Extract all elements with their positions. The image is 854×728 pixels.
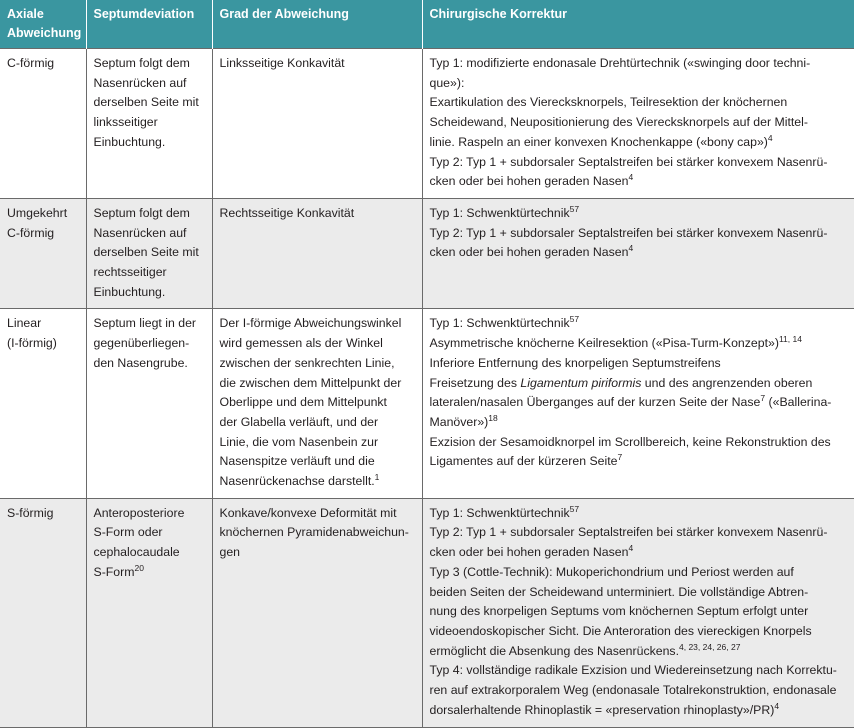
reference-superscript: 57 [569, 503, 580, 514]
correction-line [430, 393, 849, 413]
correction-text: cken oder bei hohen geraden Nasen [429, 174, 629, 189]
cell-line [94, 54, 206, 74]
cell-line-text: rechtsseitiger [93, 265, 167, 280]
cell-line-text: S-Form [93, 564, 135, 579]
cell-line [94, 204, 206, 224]
correction-text: que»): [429, 75, 465, 90]
deviation-cell [86, 198, 212, 309]
cell-line [94, 334, 206, 354]
correction-text: ermöglicht die Absenkung des Nasenrückens. [429, 643, 679, 658]
correction-line [430, 583, 849, 603]
correction-line [430, 523, 849, 543]
cell-line-text: Umgekehrt [7, 205, 68, 220]
correction-text: Asymmetrische knöcherne Keilresektion («Pisa-Turm-Konzept») [429, 336, 779, 351]
correction-line [430, 433, 849, 453]
table-header-row [0, 0, 854, 49]
correction-text: Typ 4: vollständige radikale Exzision und Wiedereinsetzung nach Korrektu- [429, 663, 837, 678]
cell-line-text: linksseitiger [93, 115, 158, 130]
deviation-cell [86, 309, 212, 498]
reference-superscript: 1 [374, 472, 380, 483]
reference-superscript: 4 [767, 132, 773, 143]
cell-line-text: (I-förmig) [7, 336, 57, 351]
cell-line-text: Konkave/konvexe Deformität mit [219, 505, 397, 520]
cell-line [7, 54, 80, 74]
cell-line-text: der Glabella verläuft, und der [219, 414, 379, 429]
correction-line [430, 172, 849, 192]
axial-cell [0, 198, 86, 309]
cell-line-text: derselben Seite mit [93, 245, 199, 260]
cell-line-text: Linear [7, 316, 42, 331]
cell-line-text: knöchernen Pyramidenabweichun- [219, 525, 409, 540]
cell-line-text: Linksseitige Konkavität [219, 56, 345, 70]
correction-text-continued: und des angrenzenden oberen [641, 375, 813, 390]
correction-line [430, 54, 849, 74]
cell-line [94, 523, 206, 543]
cell-line [94, 113, 206, 133]
cell-line-text: Nasenrücken auf [93, 225, 187, 240]
cell-line-text: Nasenrücken auf [93, 75, 187, 90]
correction-line [430, 153, 849, 173]
cell-line [220, 523, 416, 543]
correction-line [430, 334, 849, 354]
cell-line [220, 204, 416, 224]
reference-superscript: 4 [628, 243, 634, 254]
cell-line [94, 314, 206, 334]
correction-line [430, 224, 849, 244]
correction-text: Typ 1: Schwenktürtechnik [429, 205, 570, 220]
cell-line [220, 452, 416, 472]
header-degree: Grad der Abweichung [212, 0, 422, 49]
cell-line [220, 504, 416, 524]
cell-line [94, 74, 206, 94]
correction-line [430, 563, 849, 583]
cell-line-text: gegenüberliegen- [93, 336, 190, 351]
correction-line [430, 602, 849, 622]
cell-line-text: Nasenrückenachse darstellt. [219, 474, 375, 489]
header-septum-deviation: Septumdeviation [86, 0, 212, 49]
reference-superscript: 11, 14 [778, 334, 802, 345]
table-row [0, 309, 854, 498]
correction-text: Exzision der Sesamoidknorpel im Scrollbereich, keine Rekonstruktion des [429, 434, 831, 449]
correction-text: Scheidewand, Neupositionierung des Vierecksknorpels auf der Mittel- [429, 115, 808, 130]
reference-superscript: 7 [617, 452, 623, 463]
correction-text: Typ 2: Typ 1 + subdorsaler Septalstreifen bei stärker konvexem Nasenrü- [429, 225, 828, 240]
correction-text: Typ 1: Schwenktürtechnik [429, 316, 570, 331]
correction-text: Inferiore Entfernung des knorpeligen Septumstreifens [429, 355, 721, 370]
correction-line [430, 504, 849, 524]
axial-cell [0, 498, 86, 727]
cell-line-text: C-förmig [7, 56, 55, 70]
correction-line [430, 113, 849, 133]
header-axial-deviation [0, 0, 86, 49]
cell-line-text: Septum folgt dem [93, 205, 190, 220]
cell-line [94, 133, 206, 153]
cell-line [94, 263, 206, 283]
table-row [0, 198, 854, 309]
cell-line [220, 374, 416, 394]
deviation-cell [86, 498, 212, 727]
reference-superscript: 4, 23, 24, 26, 27 [679, 641, 741, 652]
cell-line-text: S-förmig [7, 505, 54, 520]
cell-line [220, 433, 416, 453]
cell-line-text: Rechtsseitige Konkavität [219, 205, 355, 220]
correction-text: cken oder bei hohen geraden Nasen [429, 245, 629, 260]
correction-text: lateralen/nasalen Überganges auf der kurzen Seite der Nase [429, 395, 761, 410]
correction-text: Manöver») [429, 414, 489, 429]
correction-line [430, 642, 849, 662]
correction-line [430, 93, 849, 113]
correction-text: Typ 2: Typ 1 + subdorsaler Septalstreifen bei stärker konvexem Nasenrü- [429, 525, 828, 540]
correction-line [430, 204, 849, 224]
italic-term: Ligamentum piriformis [520, 375, 642, 390]
correction-text: Ligamentes auf der kürzeren Seite [429, 454, 618, 469]
cell-line [94, 224, 206, 244]
correction-line [430, 661, 849, 681]
correction-line [430, 354, 849, 374]
cell-line-text: wird gemessen als der Winkel [219, 336, 383, 351]
cell-line-text: cephalocaudale [93, 545, 180, 560]
correction-line [430, 622, 849, 642]
correction-cell [422, 498, 854, 727]
correction-cell [422, 309, 854, 498]
cell-line [7, 334, 80, 354]
correction-text: videoendoskopischer Sicht. Die Anteroration des viereckigen Knorpels [429, 623, 812, 638]
cell-line-text: Einbuchtung. [93, 134, 166, 149]
cell-line [220, 354, 416, 374]
reference-superscript: 57 [569, 314, 580, 325]
correction-line [430, 243, 849, 263]
cell-line-text: C-förmig [7, 225, 55, 240]
cell-line-text: zwischen der senkrechten Linie, [219, 355, 395, 370]
axial-cell [0, 309, 86, 498]
reference-superscript: 20 [134, 562, 144, 573]
reference-superscript: 4 [628, 543, 634, 554]
cell-line-text: Einbuchtung. [93, 284, 166, 299]
cell-line-text: Septum folgt dem [93, 56, 190, 70]
cell-line [220, 54, 416, 74]
correction-text: Typ 1: Schwenktürtechnik [429, 505, 570, 520]
header-correction: Chirurgische Korrektur [422, 0, 854, 49]
cell-line [220, 413, 416, 433]
correction-line [430, 681, 849, 701]
correction-line [430, 374, 849, 394]
correction-text: linie. Raspeln an einer konvexen Knochenkappe («bony cap») [429, 134, 768, 149]
correction-text-continued: («Ballerina- [765, 395, 832, 410]
degree-cell [212, 49, 422, 199]
table-row [0, 49, 854, 199]
cell-line-text: den Nasengrube. [93, 355, 188, 370]
correction-text: ren auf extrakorporalem Weg (endonasale Totalrekonstruktion, endonasale [429, 683, 837, 698]
reference-superscript: 18 [488, 412, 498, 423]
cell-line-text: die zwischen dem Mittelpunkt der [219, 375, 402, 390]
cell-line-text: gen [219, 545, 241, 560]
correction-text: Freisetzung des [429, 375, 521, 390]
cell-line [7, 314, 80, 334]
correction-line [430, 701, 849, 721]
cell-line [94, 543, 206, 563]
cell-line-text: Oberlippe und dem Mittelpunkt [219, 395, 387, 410]
cell-line [94, 563, 206, 583]
cell-line [220, 393, 416, 413]
cell-line [94, 504, 206, 524]
cell-line-text: Septum liegt in der [93, 316, 197, 331]
cell-line [7, 504, 80, 524]
degree-cell [212, 498, 422, 727]
correction-line [430, 543, 849, 563]
cell-line [7, 224, 80, 244]
correction-line [430, 74, 849, 94]
cell-line-text: Der I-förmige Abweichungswinkel [219, 316, 402, 331]
cell-line [220, 543, 416, 563]
cell-line-text: derselben Seite mit [93, 95, 199, 110]
cell-line-text: Anteroposteriore [93, 505, 185, 520]
deviation-cell [86, 49, 212, 199]
cell-line [94, 243, 206, 263]
correction-line [430, 452, 849, 472]
correction-line [430, 133, 849, 153]
reference-superscript: 7 [760, 393, 766, 404]
correction-line [430, 314, 849, 334]
correction-text: dorsalerhaltende Rhinoplastik = «preservation rhinoplasty»/PR) [429, 702, 775, 717]
cell-line-text: Linie, die vom Nasenbein zur [219, 434, 379, 449]
reference-superscript: 57 [569, 203, 580, 214]
degree-cell [212, 198, 422, 309]
cell-line [220, 472, 416, 492]
header-line: Axiale [7, 7, 44, 21]
cell-line [94, 354, 206, 374]
reference-superscript: 4 [628, 172, 634, 183]
axial-cell [0, 49, 86, 199]
degree-cell [212, 309, 422, 498]
reference-superscript: 4 [774, 700, 780, 711]
correction-cell [422, 49, 854, 199]
cell-line [94, 93, 206, 113]
cell-line [94, 283, 206, 303]
correction-text: Typ 2: Typ 1 + subdorsaler Septalstreifen bei stärker konvexem Nasenrü- [429, 154, 828, 169]
correction-text: cken oder bei hohen geraden Nasen [429, 545, 629, 560]
correction-text: beiden Seiten der Scheidewand unterminiert. Die vollständige Abtren- [429, 584, 809, 599]
correction-line [430, 413, 849, 433]
correction-text: Exartikulation des Vierecksknorpels, Teilresektion der knöchernen [429, 95, 788, 110]
correction-text: Typ 1: modifizierte endonasale Drehtürtechnik («swinging door techni- [429, 56, 811, 70]
table-row [0, 498, 854, 727]
correction-cell [422, 198, 854, 309]
cell-line [220, 314, 416, 334]
cell-line [220, 334, 416, 354]
cell-line [7, 204, 80, 224]
correction-text: nung des knorpeligen Septums vom knöchernen Septum erfolgt unter [429, 604, 809, 619]
correction-text: Typ 3 (Cottle-Technik): Mukoperichondrium und Periost werden auf [429, 564, 794, 579]
cell-line-text: S-Form oder [93, 525, 163, 540]
cell-line-text: Nasenspitze verläuft und die [219, 454, 375, 469]
header-line: Abweichung [7, 26, 82, 40]
